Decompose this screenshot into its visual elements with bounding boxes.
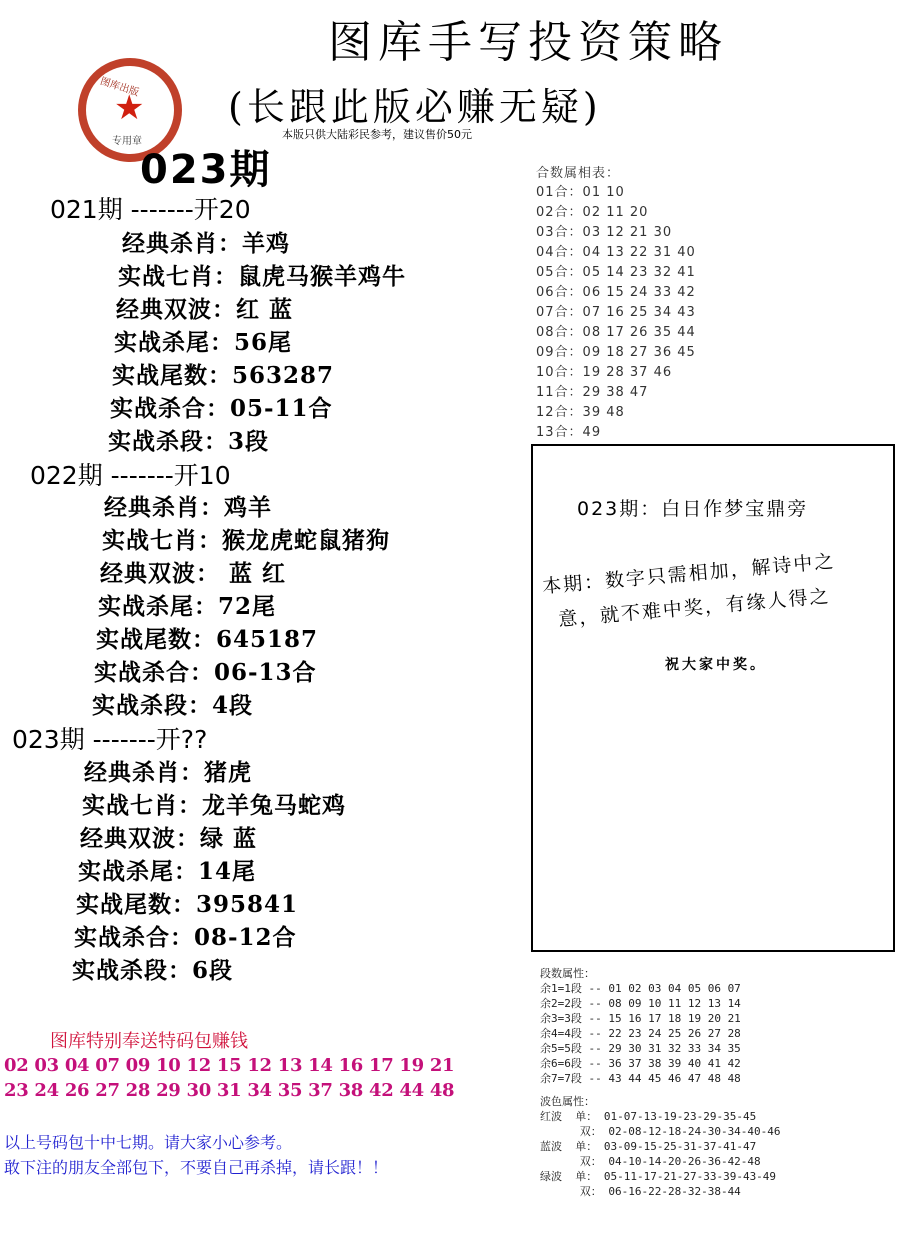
- he-table-row: 01合：01 10: [536, 185, 625, 200]
- wave-row: 双： 04-10-14-20-26-36-42-48: [540, 1155, 761, 1168]
- page-title: 图库手写投资策略: [328, 17, 728, 68]
- issue-item: 实战尾数：563287: [112, 362, 335, 389]
- issue-item: 实战杀合：08-12合: [74, 924, 297, 951]
- he-table-row: 09合：09 18 27 36 45: [536, 345, 696, 360]
- he-table-row: 03合：03 12 21 30: [536, 225, 673, 240]
- poem-line: 意，就不难中奖，有缘人得之: [557, 585, 832, 631]
- segment-row: 余5=5段 -- 29 30 31 32 33 34 35: [540, 1042, 741, 1055]
- he-table-title: 合数属相表：: [536, 166, 621, 181]
- he-table-row: 13合：49: [536, 425, 602, 440]
- wave-row: 双： 02-08-12-18-24-30-34-40-46: [540, 1125, 781, 1138]
- special-numbers-line: 02 03 04 07 09 10 12 15 12 13 14 16 17 19 21: [4, 1055, 455, 1076]
- issue-item: 实战七肖：猴龙虎蛇鼠猪狗: [102, 527, 390, 554]
- issue-item: 经典双波： 蓝 红: [100, 560, 287, 587]
- stamp-bottom-text: 专用章: [112, 136, 142, 147]
- poem-line: 本期：数字只需相加，解诗中之: [541, 550, 837, 598]
- wave-row: 双： 06-16-22-28-32-38-44: [540, 1185, 741, 1198]
- issue-item: 经典杀肖：鸡羊: [104, 494, 272, 521]
- he-table-row: 08合：08 17 26 35 44: [536, 325, 696, 340]
- issue-item: 经典杀肖：羊鸡: [122, 230, 290, 257]
- issue-item: 实战杀段：3段: [108, 428, 270, 455]
- segment-row: 余4=4段 -- 22 23 24 25 26 27 28: [540, 1027, 741, 1040]
- wave-row: 蓝波 单： 03-09-15-25-31-37-41-47: [540, 1140, 757, 1153]
- he-table-row: 05合：05 14 23 32 41: [536, 265, 696, 280]
- page-subtitle: (长跟此版必赚无疑): [228, 85, 602, 129]
- segment-row: 余3=3段 -- 15 16 17 18 19 20 21: [540, 1012, 741, 1025]
- segment-row: 余2=2段 -- 08 09 10 11 12 13 14: [540, 997, 741, 1010]
- poem-title: 023期：白日作梦宝鼎旁: [577, 498, 809, 520]
- special-numbers-line: 23 24 26 27 28 29 30 31 34 35 37 38 42 44 48: [4, 1080, 455, 1101]
- he-table-row: 02合：02 11 20: [536, 205, 649, 220]
- issue-item: 经典双波：绿 蓝: [80, 825, 258, 852]
- he-table-row: 12合：39 48: [536, 405, 625, 420]
- wave-title: 波色属性：: [540, 1095, 595, 1108]
- issue-header: 021期 -------开20: [50, 195, 251, 224]
- he-table-row: 11合：29 38 47: [536, 385, 649, 400]
- issue-header: 023期 -------开??: [12, 725, 208, 754]
- he-table-row: 10合：19 28 37 46: [536, 365, 673, 380]
- poem-wish: 祝大家中奖。: [665, 657, 767, 673]
- star-icon: ★: [114, 88, 145, 128]
- wave-row: 红波 单： 01-07-13-19-23-29-35-45: [540, 1110, 757, 1123]
- wave-row: 绿波 单： 05-11-17-21-27-33-39-43-49: [540, 1170, 777, 1183]
- issue-item: 实战杀合：05-11合: [110, 395, 333, 422]
- issue-item: 实战杀尾：56尾: [114, 329, 293, 356]
- issue-item: 实战杀尾：72尾: [98, 593, 277, 620]
- segment-row: 余6=6段 -- 36 37 38 39 40 41 42: [540, 1057, 741, 1070]
- he-table-row: 07合：07 16 25 34 43: [536, 305, 696, 320]
- issue-item: 实战杀尾：14尾: [78, 858, 257, 885]
- special-note: 敢下注的朋友全部包下，不要自己再杀掉，请长跟！！: [4, 1158, 389, 1177]
- issue-item: 实战尾数：395841: [76, 891, 299, 918]
- segment-row: 余7=7段 -- 43 44 45 46 47 48 48: [540, 1072, 741, 1085]
- issue-item: 经典杀肖：猪虎: [84, 759, 252, 786]
- current-issue-label: 023期: [140, 147, 272, 193]
- issue-item: 实战杀合：06-13合: [94, 659, 317, 686]
- he-table-row: 06合：06 15 24 33 42: [536, 285, 696, 300]
- segment-row: 余1=1段 -- 01 02 03 04 05 06 07: [540, 982, 741, 995]
- issue-header: 022期 -------开10: [30, 461, 231, 490]
- issue-item: 实战杀段：6段: [72, 957, 234, 984]
- special-title: 图库特别奉送特码包赚钱: [50, 1031, 248, 1052]
- stamp-top-text: 图库出版: [98, 75, 141, 99]
- segment-title: 段数属性：: [540, 967, 595, 980]
- special-note: 以上号码包十中七期。请大家小心参考。: [4, 1133, 293, 1152]
- issue-item: 实战杀段：4段: [92, 692, 254, 719]
- price-note: 本版只供大陆彩民参考，建议售价50元: [282, 128, 472, 141]
- issue-item: 实战七肖：龙羊兔马蛇鸡: [82, 792, 346, 819]
- he-table-row: 04合：04 13 22 31 40: [536, 245, 696, 260]
- issue-item: 实战七肖：鼠虎马猴羊鸡牛: [118, 263, 406, 290]
- issue-item: 实战尾数：645187: [96, 626, 319, 653]
- issue-item: 经典双波：红 蓝: [116, 296, 294, 323]
